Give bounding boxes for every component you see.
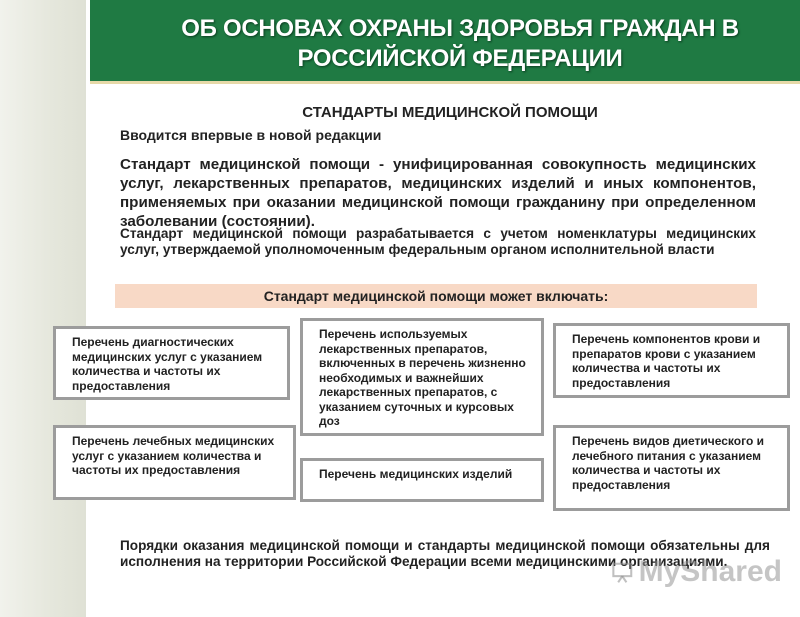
header-divider	[90, 81, 800, 84]
page-title-line1: ОБ ОСНОВАХ ОХРАНЫ ЗДОРОВЬЯ ГРАЖДАН В	[181, 15, 739, 42]
standard-definition: Стандарт медицинской помощи - унифицированная совокупность медицинских услуг, лекарственных препаратов, медицинских изделий и иных компонентов, применяемых при оказании медицинской помощи гражданину при определенном заболевании (состоянии).	[120, 156, 756, 230]
watermark	[612, 552, 782, 592]
box-blood-components: Перечень компонентов крови и препаратов крови с указанием количества и частоты их предоставления	[553, 323, 790, 398]
box-medical-devices: Перечень медицинских изделий	[300, 458, 544, 502]
box-nutrition: Перечень видов диетического и лечебного питания с указанием количества и частоты их предоставления	[553, 425, 790, 511]
box-medicines: Перечень используемых лекарственных препаратов, включенных в перечень жизненно необходимых и важнейших лекарственных препаратов, с указанием суточных и курсовых доз	[300, 318, 544, 436]
box-treatment-services: Перечень лечебных медицинских услуг с указанием количества и частоты их предоставления	[53, 425, 296, 500]
page-title-line2: РОССИЙСКОЙ ФЕДЕРАЦИИ	[297, 45, 623, 72]
intro-note: Вводится впервые в новой редакции	[120, 127, 382, 143]
left-decorative-strip	[0, 0, 86, 617]
box-diagnostic-services: Перечень диагностических медицинских услуг с указанием количества и частоты их предоставления	[53, 326, 290, 400]
header-banner	[90, 0, 800, 84]
page-title	[130, 14, 790, 74]
section-title: СТАНДАРТЫ МЕДИЦИНСКОЙ ПОМОЩИ	[302, 104, 598, 121]
standard-development-note: Стандарт медицинской помощи разрабатывается с учетом номенклатуры медицинских услуг, утверждаемой уполномоченным федеральным органом исполнительной власти	[120, 226, 756, 257]
watermark-text: MyShared	[638, 555, 782, 588]
presentation-icon	[612, 556, 633, 588]
footer-statement: Порядки оказания медицинской помощи и стандарты медицинской помощи обязательны для исполнения на территории Российской Федерации всеми медицинскими организациями.	[120, 538, 770, 569]
include-label-bar: Стандарт медицинской помощи может включать:	[115, 284, 757, 308]
